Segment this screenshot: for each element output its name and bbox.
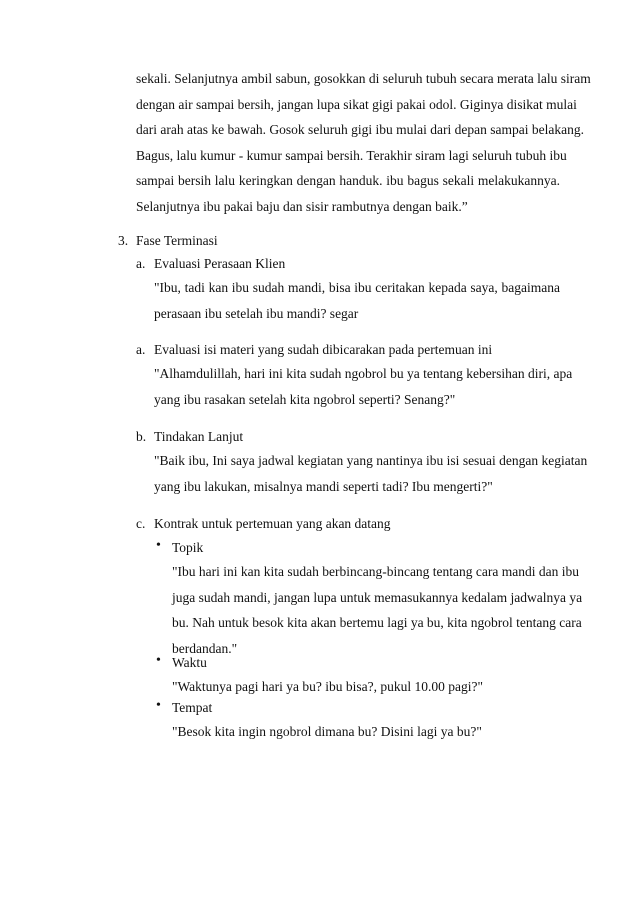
quote-line: "Baik ibu, Ini saya jadwal kegiatan yang nantinya ibu isi sesuai dengan kegiatan [154,453,588,468]
intro-line: sampai bersih lalu keringkan dengan handuk. ibu bagus sekali melakukannya. [136,173,560,188]
subsection-quote [154,448,588,499]
subsection-letter: b. [136,429,147,444]
intro-line: dari arah atas ke bawah. Gosok seluruh gigi ibu mulai dari depan sampai belakang. [136,122,584,137]
subsection-letter: a. [136,256,146,271]
subsection-letter: a. [136,342,146,357]
bullet-title: Waktu [172,655,207,670]
bullet-icon: • [156,653,161,668]
quote-line: yang ibu lakukan, misalnya mandi seperti tadi? Ibu mengerti?" [154,478,493,494]
intro-line: Selanjutnya ibu pakai baju dan sisir rambutnya dengan baik.” [136,198,468,214]
quote-line: yang ibu rasakan setelah kita ngobrol seperti? Senang?" [154,391,456,407]
intro-line: Bagus, lalu kumur - kumur sampai bersih. Terakhir siram lagi seluruh tubuh ibu [136,147,567,163]
subsection-title: Kontrak untuk pertemuan yang akan datang [154,516,391,531]
bullet-quote [172,674,562,700]
bullet-quote [172,559,583,661]
subsection-quote [154,275,560,326]
quote-line: perasaan ibu setelah ibu mandi? segar [154,305,359,321]
quote-line: berdandan." [172,640,238,656]
quote-line: "Ibu, tadi kan ibu sudah mandi, bisa ibu ceritakan kepada saya, bagaimana [154,280,560,295]
subsection-title: Tindakan Lanjut [154,429,244,444]
quote-line: "Besok kita ingin ngobrol dimana bu? Disini lagi ya bu?" [172,724,482,739]
subsection-title: Evaluasi Perasaan Klien [154,256,286,271]
quote-line: "Alhamdulillah, hari ini kita sudah ngobrol bu ya tentang kebersihan diri, apa [154,366,573,381]
quote-line: "Waktunya pagi hari ya bu? ibu bisa?, pukul 10.00 pagi?" [172,679,483,694]
subsection-letter: c. [136,516,146,531]
subsection-title: Evaluasi isi materi yang sudah dibicarakan pada pertemuan ini [154,342,493,357]
intro-paragraph [136,66,591,219]
quote-line: bu. Nah untuk besok kita akan bertemu lagi ya bu, kita ngobrol tentang cara [172,615,582,630]
bullet-quote [172,719,562,745]
quote-line: juga sudah mandi, jangan lupa untuk memasukannya kedalam jadwalnya ya [172,589,583,605]
bullet-icon: • [156,538,161,553]
intro-line: sekali. Selanjutnya ambil sabun, gosokkan di seluruh tubuh secara merata lalu siram [136,71,591,86]
quote-line: "Ibu hari ini kan kita sudah berbincang-bincang tentang cara mandi dan ibu [172,564,579,579]
subsection-quote [154,361,573,412]
bullet-icon: • [156,698,161,713]
section-title: Fase Terminasi [136,233,218,248]
bullet-title: Topik [172,540,204,555]
bullet-title: Tempat [172,700,213,715]
section-number: 3. [118,233,129,248]
intro-line: dengan air sampai bersih, jangan lupa sikat gigi pakai odol. Giginya disikat mulai [136,96,577,112]
